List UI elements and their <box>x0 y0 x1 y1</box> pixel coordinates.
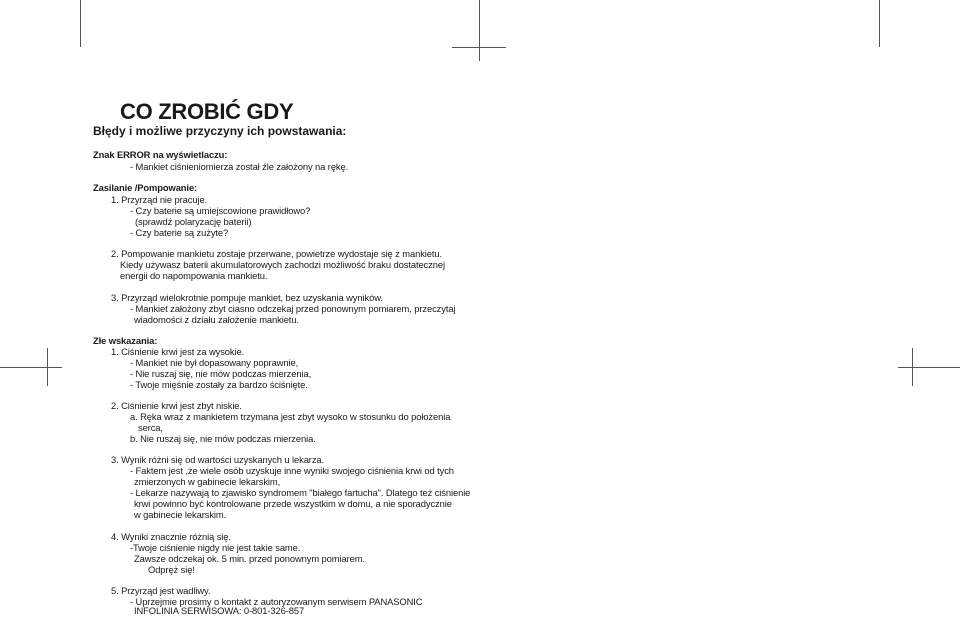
text-line: - Twoje mięśnie zostały za bardzo ściśnięte. <box>130 379 308 390</box>
text-line: - Mankiet założony zbyt ciasno odczekaj przed ponownym pomiarem, przeczytaj <box>130 303 456 314</box>
text-line: - Czy baterie są umiejscowione prawidłowo? <box>130 205 311 216</box>
text-line: wiadomości z działu założenie mankietu. <box>134 314 299 325</box>
page-title: CO ZROBIĆ GDY <box>120 99 294 124</box>
text-line: zmierzonych w gabinecie lekarskim, <box>134 476 281 487</box>
text-line: 1. Przyrząd nie pracuje. <box>111 194 208 205</box>
text-line: - Mankiet ciśnieniomierza został źle założony na rękę. <box>130 161 349 172</box>
page-subtitle: Błędy i możliwe przyczyny ich powstawania: <box>93 124 347 138</box>
text-line: - Czy baterie są zużyte? <box>130 227 229 238</box>
text-line: - Faktem jest ,że wiele osób uzyskuje inne wyniki swojego ciśnienia krwi od tych <box>130 465 454 476</box>
text-line: b. Nie ruszaj się, nie mów podczas mierzenia. <box>130 433 316 444</box>
text-line: -Twoje ciśnienie nigdy nie jest takie same. <box>130 542 301 553</box>
text-line: - Lekarze nazywają to zjawisko syndromem "białego fartucha". Dlatego też ciśnienie <box>130 487 471 498</box>
crop-mark-left-v <box>47 348 48 386</box>
crop-mark-top-left <box>80 0 81 47</box>
text-line: 1. Ciśnienie krwi jest za wysokie. <box>111 346 245 357</box>
text-line: krwi powinno być kontrolowane przede wszystkim w domu, a nie sporadycznie <box>134 498 452 509</box>
text-line: w gabinecie lekarskim. <box>134 509 227 520</box>
text-line: 2. Pompowanie mankietu zostaje przerwane, powietrze wydostaje się z mankietu. <box>111 248 443 259</box>
text-line: energii do napompowania mankietu. <box>120 270 268 281</box>
text-line: Zawsze odczekaj ok. 5 min. przed ponownym pomiarem. <box>134 553 365 564</box>
crop-mark-top-center-h <box>452 47 506 48</box>
section-heading-power: Zasilanie /Pompowanie: <box>93 182 198 193</box>
text-line: Odpręż się! <box>148 564 195 575</box>
section-heading-readings: Złe wskazania: <box>93 335 158 346</box>
crop-mark-right-v <box>912 348 913 386</box>
text-line: 4. Wyniki znacznie różnią się. <box>111 531 231 542</box>
text-line: a. Ręka wraz z mankietem trzymana jest zbyt wysoko w stosunku do położenia <box>130 411 451 422</box>
crop-mark-top-center-v <box>479 0 480 61</box>
text-line: 5. Przyrząd jest wadliwy. <box>111 585 211 596</box>
text-line: (sprawdź polaryzację baterii) <box>135 216 252 227</box>
service-hotline: INFOLINIA SERWISOWA: 0-801-326-857 <box>134 605 305 616</box>
text-line: serca, <box>138 422 163 433</box>
text-line: 2. Ciśnienie krwi jest zbyt niskie. <box>111 400 242 411</box>
text-line: - Uprzejmie prosimy o kontakt z autoryzowanym serwisem PANASONIC <box>130 596 423 607</box>
text-line: - Nie ruszaj się, nie mów podczas mierzenia, <box>130 368 312 379</box>
crop-mark-left-h <box>0 367 62 368</box>
text-line: 3. Przyrząd wielokrotnie pompuje mankiet, bez uzyskania wyników. <box>111 292 383 303</box>
section-heading-error: Znak ERROR na wyświetlaczu: <box>93 149 228 160</box>
text-line: Kiedy używasz baterii akumulatorowych zachodzi możliwość braku dostatecznej <box>120 259 445 270</box>
crop-mark-top-right <box>879 0 880 47</box>
text-line: - Mankiet nie był dopasowany poprawnie, <box>130 357 299 368</box>
text-line: 3. Wynik różni się od wartości uzyskanych u lekarza. <box>111 454 325 465</box>
crop-mark-right-h <box>898 367 960 368</box>
